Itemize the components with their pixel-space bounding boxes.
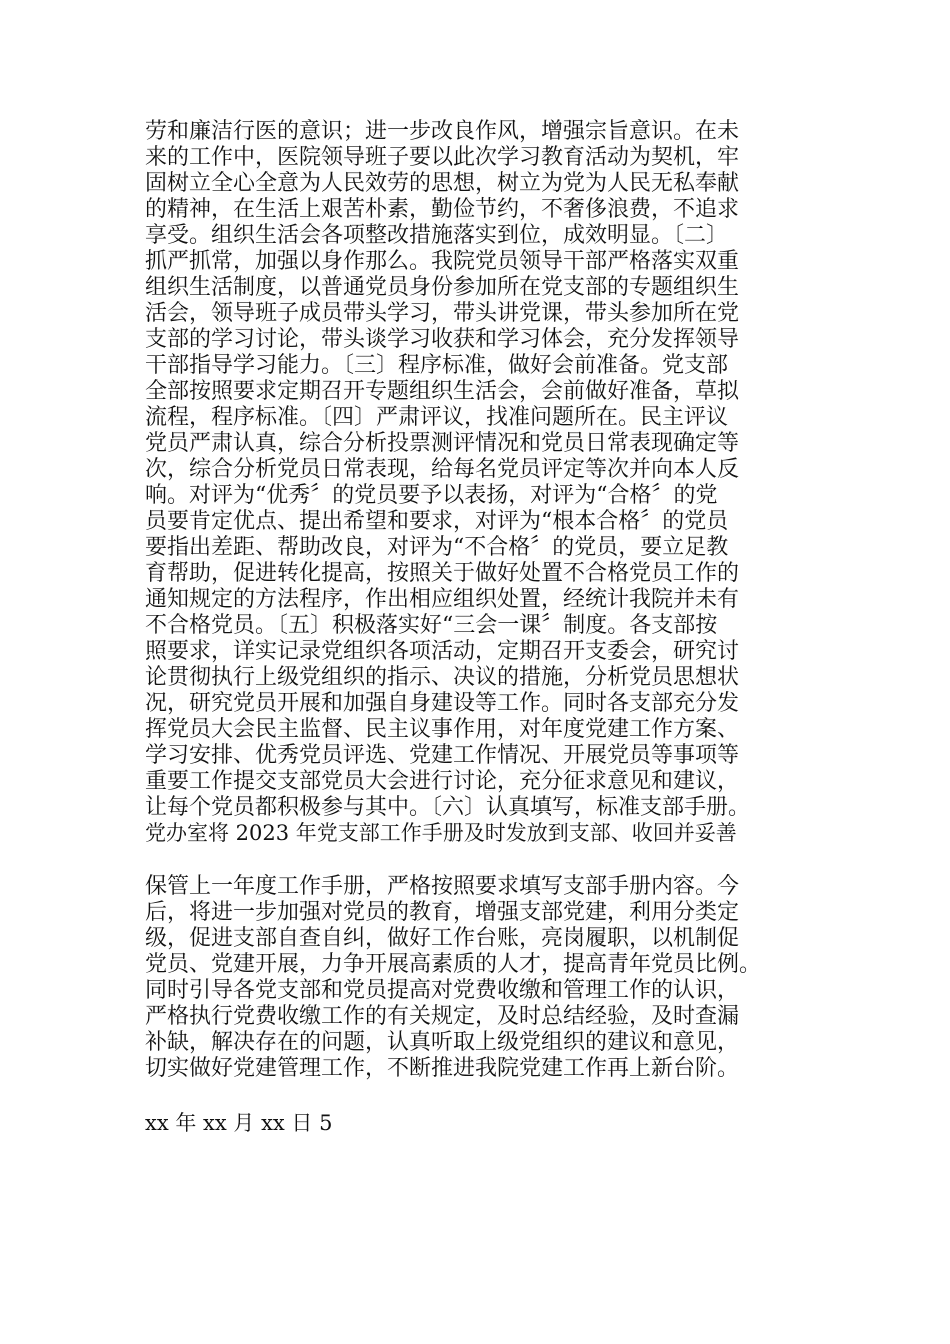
- paragraph-line: 组织生活制度，以普通党员身份参加所在党支部的专题组织生: [145, 275, 740, 300]
- paragraph-line: 固树立全心全意为人民效劳的思想，树立为党为人民无私奉献: [145, 171, 740, 196]
- paragraph-line: 学习安排、优秀党员评选、党建工作情况、开展党员等事项等: [145, 743, 740, 768]
- paragraph-line: 不合格党员。〔五〕积极落实好“三会一课〞制度。各支部按: [145, 613, 718, 638]
- paragraph-line: 论贯彻执行上级党组织的指示、决议的措施，分析党员思想状: [145, 665, 740, 690]
- paragraph-line: 抓严抓常，加强以身作那么。我院党员领导干部严格落实双重: [145, 249, 740, 274]
- paragraph-line: 保管上一年度工作手册，严格按照要求填写支部手册内容。今: [145, 874, 740, 899]
- paragraph-line: 流程，程序标准。〔四〕严肃评议，找准问题所在。民主评议: [145, 405, 729, 430]
- paragraph-line: 支部的学习讨论，带头谈学习收获和学习体会，充分发挥领导: [145, 327, 740, 352]
- paragraph-line: 切实做好党建管理工作，不断推进我院党建工作再上新台阶。: [145, 1056, 740, 1081]
- paragraph-line: 况，研究党员开展和加强自身建设等工作。同时各支部充分发: [145, 691, 740, 716]
- paragraph-line: 活会，领导班子成员带头学习，带头讲党课，带头参加所在党: [145, 301, 740, 326]
- paragraph-line: 照要求，详实记录党组织各项活动，定期召开支委会，研究讨: [145, 639, 740, 664]
- paragraph-line: 挥党员大会民主监督、民主议事作用，对年度党建工作方案、: [145, 717, 740, 742]
- date-line: xx 年 xx 月 xx 日 5: [145, 1111, 333, 1135]
- paragraph-line: 级，促进支部自查自纠，做好工作台账，亮岗履职，以机制促: [145, 926, 740, 951]
- paragraph-line: 同时引导各党支部和党员提高对党费收缴和管理工作的认识，: [145, 978, 740, 1003]
- paragraph-line: 干部指导学习能力。〔三〕程序标准，做好会前准备。党支部: [145, 353, 729, 378]
- paragraph-line: 员要肯定优点、提出希望和要求，对评为“根本合格〞的党员: [145, 509, 729, 534]
- paragraph-line: 党员、党建开展，力争开展高素质的人才，提高青年党员比例。: [145, 952, 762, 977]
- paragraph-line: 享受。组织生活会各项整改措施落实到位，成效明显。〔二〕: [145, 223, 729, 248]
- paragraph-line: 全部按照要求定期召开专题组织生活会，会前做好准备，草拟: [145, 379, 740, 404]
- paragraph-line: 重要工作提交支部党员大会进行讨论，充分征求意见和建议，: [145, 769, 740, 794]
- paragraph-line: 的精神，在生活上艰苦朴素，勤俭节约，不奢侈浪费，不追求: [145, 197, 740, 222]
- paragraph-line: 后，将进一步加强对党员的教育，增强支部党建，利用分类定: [145, 900, 740, 925]
- paragraph-line: 响。对评为“优秀〞的党员要予以表扬，对评为“合格〞的党: [145, 483, 718, 508]
- paragraph-line: 通知规定的方法程序，作出相应组织处置，经统计我院并未有: [145, 587, 740, 612]
- paragraph-line-single: 党办室将 2023 年党支部工作手册及时发放到支部、收回并妥善: [145, 821, 737, 845]
- paragraph-line: 劳和廉洁行医的意识；进一步改良作风，增强宗旨意识。在未: [145, 119, 740, 144]
- paragraph-line: 让每个党员都积极参与其中。〔六〕认真填写，标准支部手册。: [145, 795, 751, 820]
- paragraph-line: 党员严肃认真，综合分析投票测评情况和党员日常表现确定等: [145, 431, 740, 456]
- paragraph-line: 次，综合分析党员日常表现，给每名党员评定等次并向本人反: [145, 457, 740, 482]
- paragraph-line: 严格执行党费收缴工作的有关规定，及时总结经验，及时查漏: [145, 1004, 740, 1029]
- paragraph-line: 来的工作中，医院领导班子要以此次学习教育活动为契机，牢: [145, 145, 740, 170]
- paragraph-line: 要指出差距、帮助改良，对评为“不合格〞的党员，要立足教: [145, 535, 729, 560]
- paragraph-line: 补缺，解决存在的问题，认真听取上级党组织的建议和意见，: [145, 1030, 740, 1055]
- paragraph-line: 育帮助，促进转化提高，按照关于做好处置不合格党员工作的: [145, 561, 740, 586]
